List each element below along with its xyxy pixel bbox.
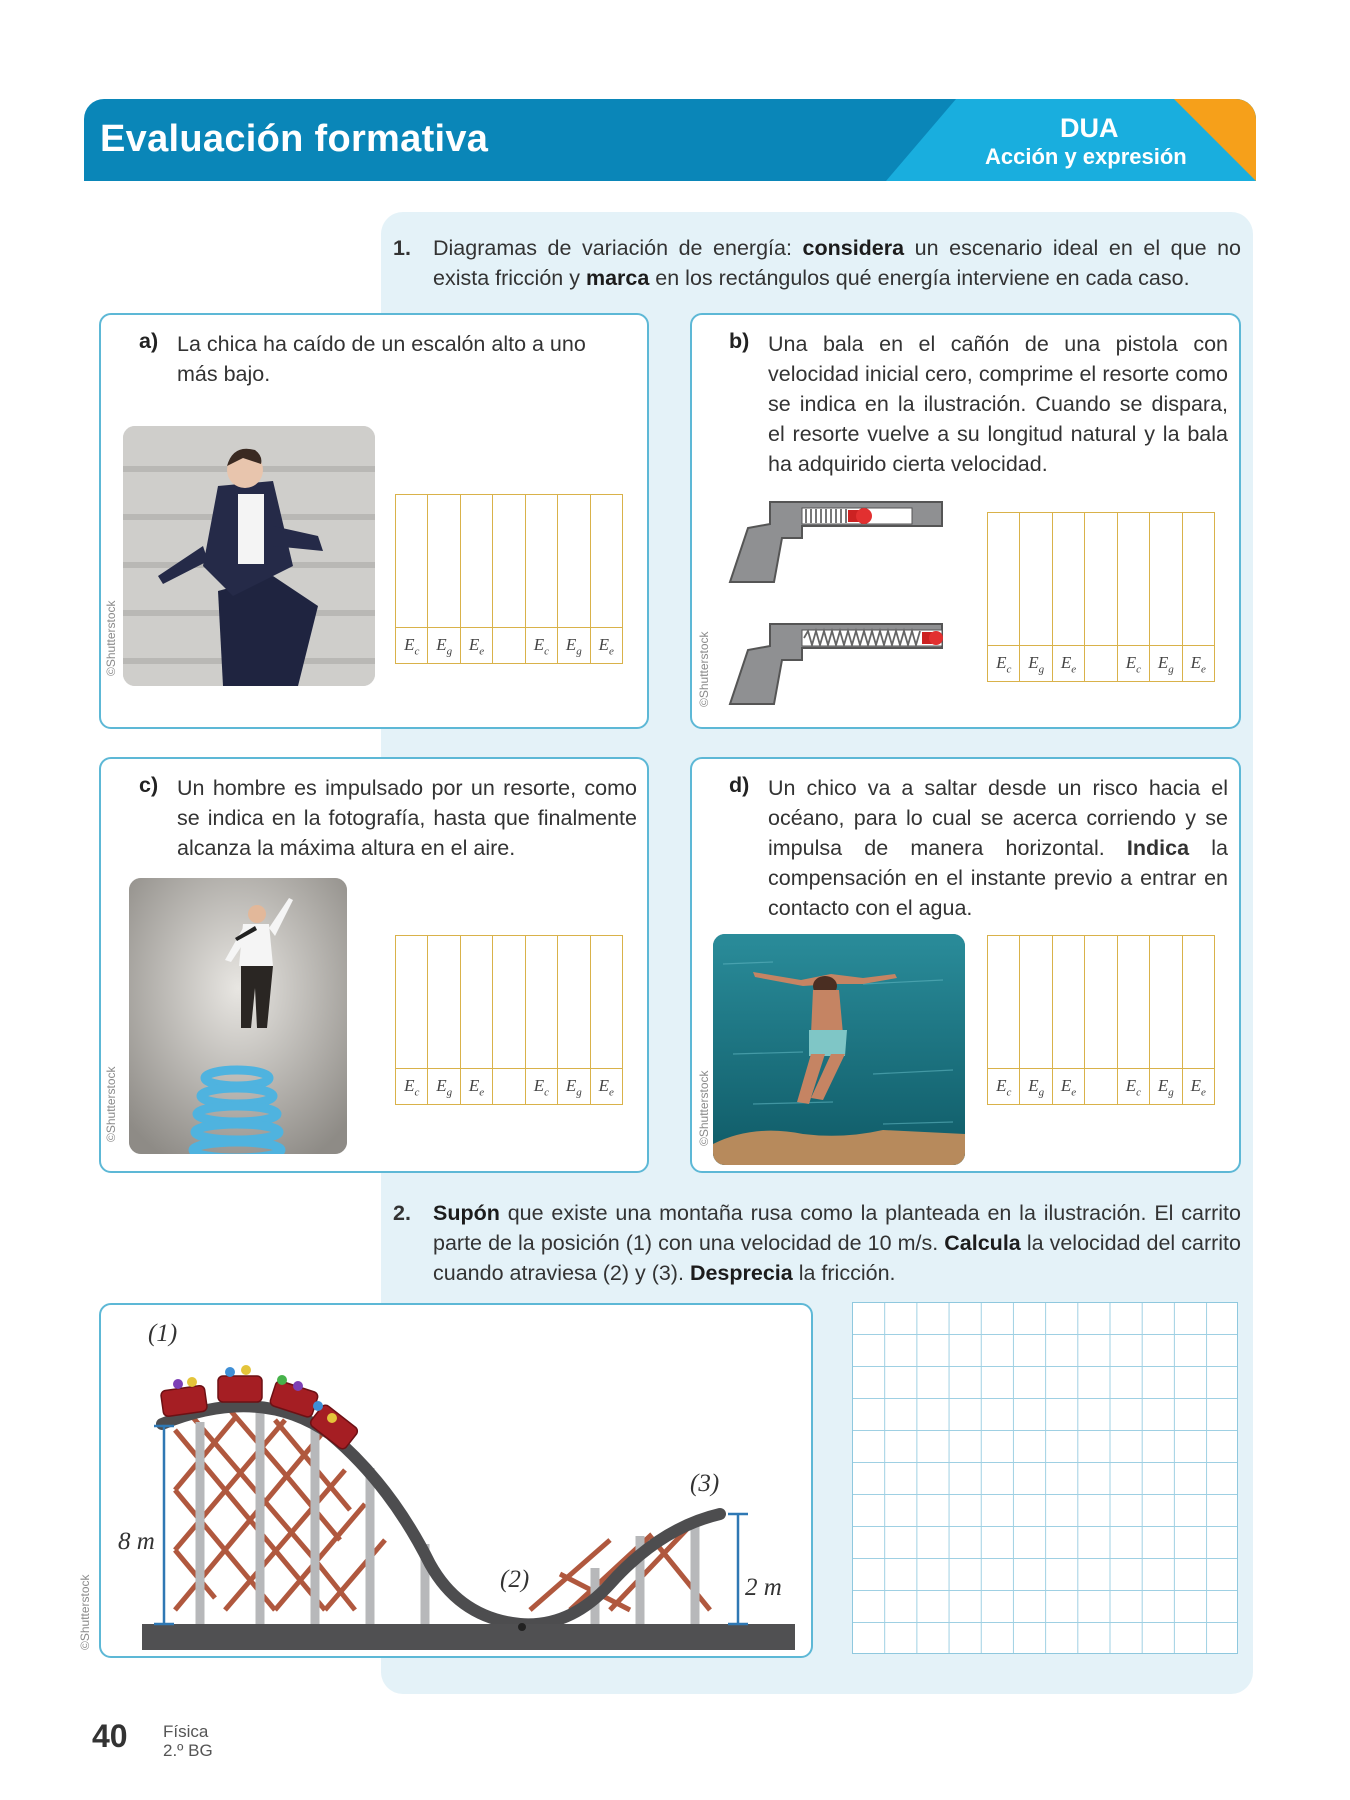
energy-column[interactable] [1183,936,1214,1104]
energy-column[interactable] [1183,513,1214,681]
energy-label: $E_g$ [436,634,453,657]
position-2-label: (2) [500,1566,530,1593]
item-b-label: b) [729,329,750,353]
energy-column[interactable] [493,936,525,1104]
energy-label: $E_g$ [1028,1075,1045,1098]
energy-column[interactable] [428,495,460,663]
footer-subject [163,1722,213,1760]
energy-column[interactable] [558,495,590,663]
photo-man-on-spring [129,878,347,1154]
energy-label: $E_g$ [565,634,582,657]
dua-badge-title: DUA [1060,113,1119,143]
q1-text: en los rectángulos qué energía interviene en cada caso. [655,266,1190,290]
page-number: 40 [92,1718,128,1754]
energy-chart-d[interactable] [987,935,1215,1105]
photo-credit: ©Shutterstock [104,600,118,676]
position-1-label: (1) [148,1320,178,1347]
energy-label: $E_g$ [436,1075,453,1098]
energy-column[interactable] [1020,513,1052,681]
item-c-text: Un hombre es impulsado por un resorte, como se indica en la fotografía, hasta que finalmente alcanza la máxima altura en el aire. [177,776,637,860]
subject-name: Física [163,1722,209,1741]
item-b-text: Una bala en el cañón de una pistola con velocidad inicial cero, comprime el resorte como se indica en la ilustración. Cuando se dispara, el resorte vuelve a su longitud natural y la bala ha adquirido cierta velocidad. [768,332,1228,476]
energy-column[interactable] [1118,513,1150,681]
energy-column[interactable] [493,495,525,663]
grade-level: 2.º BG [163,1741,213,1760]
energy-column[interactable] [988,936,1020,1104]
gun-loaded [730,502,942,582]
energy-label: $E_e$ [468,634,485,657]
energy-column[interactable] [988,513,1020,681]
energy-label: $E_g$ [1157,652,1174,675]
energy-label: $E_c$ [1125,1075,1142,1098]
energy-column[interactable] [1053,513,1085,681]
position-3-label: (3) [690,1470,720,1497]
q2-text: la velocidad del carrito cuando atraviesa (2) y (3). [433,1231,1241,1285]
ground-base [142,1624,795,1650]
energy-label: $E_c$ [996,652,1012,675]
q1-keyword-marca: marca [585,266,650,290]
item-a [139,329,629,389]
photo-girl-fallen-on-stairs [123,426,375,686]
energy-column[interactable] [1085,936,1117,1104]
energy-column[interactable] [1020,936,1052,1104]
energy-column[interactable] [591,495,622,663]
question-1 [393,233,1241,293]
question-2-number: 2. [393,1201,411,1225]
spring-gun-illustration [722,498,947,713]
q2-keyword-calcula: Calcula [944,1231,1021,1255]
q1-text: Diagramas de variación de energía: [433,236,792,260]
question-2 [393,1198,1241,1288]
energy-label: $E_g$ [1028,652,1045,675]
energy-label: $E_c$ [533,634,550,657]
gun-fired [730,624,943,704]
energy-column[interactable] [396,936,428,1104]
energy-label: $E_e$ [1060,1075,1077,1098]
energy-label: $E_c$ [996,1075,1012,1098]
q2-keyword-supon: Supón [433,1201,500,1225]
stairs-illustration [123,426,375,686]
item-a-label: a) [139,329,159,353]
item-d [729,773,1229,923]
energy-chart-c[interactable] [395,935,623,1105]
energy-label: $E_e$ [468,1075,485,1098]
energy-label: $E_e$ [1060,652,1077,675]
energy-column[interactable] [428,936,460,1104]
q2-text: que existe una montaña rusa como la planteada en la ilustración. El carrito parte de la posición (1) con una velocidad de 10 m/s. [433,1201,1241,1255]
dua-badge-subtitle: Acción y expresión [985,144,1187,169]
item-b [729,329,1229,479]
photo-credit: ©Shutterstock [697,631,711,707]
energy-column[interactable] [461,495,493,663]
photo-boy-diving [713,934,965,1165]
energy-column[interactable] [1085,513,1117,681]
q2-keyword-desprecia: Desprecia [689,1261,793,1285]
energy-column[interactable] [1150,513,1182,681]
energy-label: $E_c$ [404,1075,420,1098]
item-d-text-part: la compensación en el instante previo a entrar en contacto con el agua. [768,836,1228,920]
q2-text: la fricción. [798,1261,896,1285]
photo-credit: ©Shutterstock [697,1070,711,1146]
diver-illustration [713,934,965,1165]
man-spring-illustration [129,878,347,1154]
energy-column[interactable] [526,936,558,1104]
energy-label: $E_e$ [598,634,614,657]
energy-label: $E_c$ [404,634,420,657]
item-c [139,773,639,863]
energy-label: $E_e$ [598,1075,614,1098]
energy-chart-b[interactable] [987,512,1215,682]
answer-grid[interactable] [852,1302,1238,1654]
energy-label: $E_e$ [1190,652,1206,675]
height-3-label: 2 m [745,1574,782,1601]
energy-column[interactable] [1150,936,1182,1104]
item-d-text [768,773,1228,923]
energy-column[interactable] [1053,936,1085,1104]
q1-text: un escenario ideal en el que no exista fricción y [433,236,1241,290]
point-2-marker [518,1623,526,1631]
q1-keyword-considera: considera [802,236,905,260]
photo-credit: ©Shutterstock [104,1066,118,1142]
energy-column[interactable] [526,495,558,663]
energy-chart-a[interactable] [395,494,623,664]
height-1-label: 8 m [118,1528,155,1555]
item-d-keyword-indica: Indica [1126,836,1190,860]
energy-column[interactable] [396,495,428,663]
page-title: Evaluación formativa [100,118,489,160]
item-d-text-part: Un chico va a saltar desde un risco hacia el océano, para lo cual se acerca corriendo y se impulsa de manera horizontal. [768,776,1228,860]
energy-label: $E_c$ [533,1075,550,1098]
photo-credit: ©Shutterstock [78,1574,92,1650]
item-a-text: La chica ha caído de un escalón alto a uno más bajo. [177,332,586,386]
item-c-label: c) [139,773,159,797]
energy-column[interactable] [461,936,493,1104]
item-d-label: d) [729,773,750,797]
energy-column[interactable] [591,936,622,1104]
energy-label: $E_g$ [565,1075,582,1098]
energy-label: $E_g$ [1157,1075,1174,1098]
energy-column[interactable] [1118,936,1150,1104]
energy-label: $E_c$ [1125,652,1142,675]
energy-label: $E_e$ [1190,1075,1206,1098]
question-1-number: 1. [393,236,411,260]
energy-column[interactable] [558,936,590,1104]
